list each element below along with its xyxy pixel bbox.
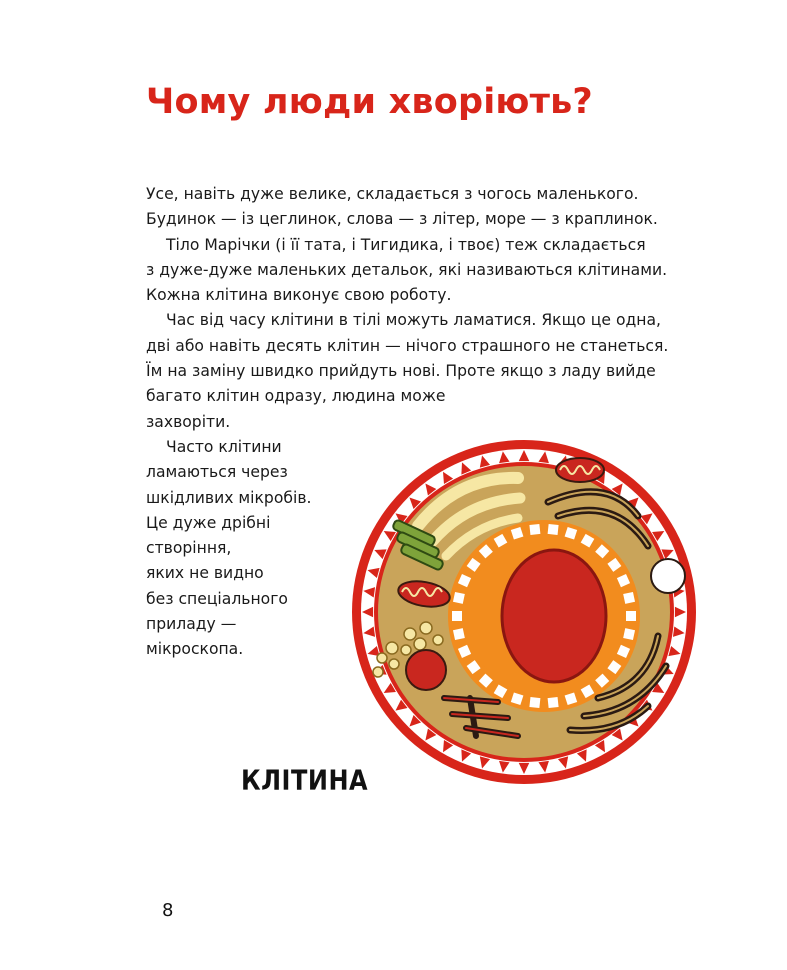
- text-line: Це дуже дрібні: [146, 513, 271, 532]
- text-line: Часто клітини: [166, 437, 282, 456]
- text-line: яких не видно: [146, 564, 264, 583]
- nuclear-pore: [548, 697, 559, 708]
- text-line: Час від часу клітини в тілі можуть ламатися. Якщо це одна,: [166, 311, 661, 330]
- nuclear-pore: [623, 628, 635, 640]
- nuclear-pore: [623, 592, 635, 604]
- text-line: Кожна клітина виконує свою роботу.: [146, 286, 452, 305]
- text-line: Усе, навіть дуже велике, складається з чогось маленького.: [146, 185, 639, 203]
- text-line: Тіло Марічки (і її тата, і Тигидика, і твоє) теж складається: [166, 235, 646, 254]
- text-line: без спеціального: [146, 589, 288, 608]
- cell-drawing: [348, 436, 700, 788]
- text-line: мікроскопа.: [146, 640, 244, 659]
- page-title: Чому люди хворіють?: [146, 82, 593, 122]
- text-line: дві або навіть десять клітин — нічого страшного не станеться.: [146, 336, 669, 355]
- text-line: з дуже-дуже маленьких детальок, які називаються клітинами.: [146, 260, 668, 279]
- nuclear-pore: [548, 524, 559, 535]
- cell-illustration: [348, 436, 700, 788]
- lysosome: [406, 650, 446, 690]
- nuclear-pore: [529, 697, 540, 708]
- text-line: приладу —: [146, 615, 237, 634]
- nuclear-pore: [626, 611, 636, 621]
- text-line: шкідливих мікробів.: [146, 488, 312, 507]
- text-line: Їм на заміну швидко прийдуть нові. Проте якщо з ладу вийде: [146, 362, 656, 381]
- page-number: 8: [162, 900, 174, 921]
- text-line: багато клітин одразу, людина може: [146, 387, 446, 406]
- nuclear-pore: [529, 524, 540, 535]
- nucleus: [502, 550, 606, 682]
- text-line: Будинок — із цеглинок, слова — з літер, море — з краплинок.: [146, 210, 658, 229]
- vacuole: [651, 559, 685, 593]
- text-line: ламаються через: [146, 463, 288, 482]
- text-line: захворіти.: [146, 412, 231, 431]
- nuclear-pore: [452, 611, 462, 621]
- text-line: створіння,: [146, 539, 232, 558]
- mitochondrion-top: [556, 458, 604, 482]
- nuclear-pore: [453, 592, 465, 604]
- illustration-label: КЛІТИНА: [241, 764, 369, 797]
- nuclear-pore: [453, 628, 465, 640]
